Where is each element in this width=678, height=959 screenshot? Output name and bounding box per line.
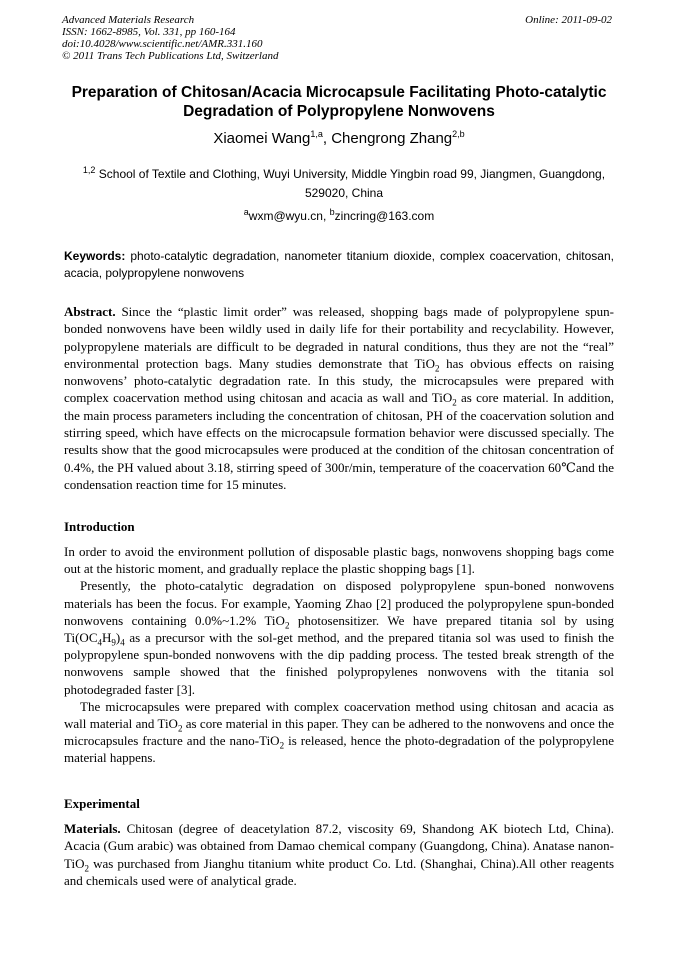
introduction-heading: Introduction	[64, 519, 135, 534]
paper-title	[40, 83, 638, 121]
issn-line: ISSN: 1662-8985, Vol. 331, pp 160-164	[62, 26, 236, 38]
author-2-name: Chengrong Zhang	[331, 130, 453, 147]
author-separator: ,	[322, 130, 332, 147]
email-a-sup: a	[243, 207, 249, 217]
doi-line: doi:10.4028/www.scientific.net/AMR.331.160	[62, 38, 263, 50]
title-line-2: Degradation of Polypropylene Nonwovens	[183, 103, 495, 120]
experimental-heading: Experimental	[64, 796, 140, 811]
materials-paragraph	[64, 820, 614, 889]
intro-paragraph-1: In order to avoid the environment pollution of disposable plastic bags, nonwovens shopping bags come out at the historic moment, and gradually replace the plastic shopping bags [1].	[64, 544, 614, 577]
abstract-sub-1: 2	[435, 363, 440, 374]
intro-p2-text-1: Presently, the photo-catalytic degradation on disposed polypropylene spun-boned nonwovens materials has been the focus. For example, Yaoming Zhao [2] produced the polypropylene spun-bonded nonwovens containing 0.0%~1.2% TiO	[64, 578, 614, 628]
affiliation-text: School of Textile and Clothing, Wuyi University, Middle Yingbin road 99, Jiangmen, Guangdong, 529020, China	[95, 167, 606, 200]
keywords-text: photo-catalytic degradation, nanometer titanium dioxide, complex coacervation, chitosan, acacia, polypropylene nonwovens	[64, 249, 614, 280]
journal-name: Advanced Materials Research	[62, 14, 195, 26]
affiliation	[70, 165, 618, 203]
abstract-sub-2: 2	[452, 398, 457, 409]
intro-paragraph-3	[64, 698, 614, 767]
intro-p2-text-4: )	[115, 630, 121, 646]
materials-text-1: Chitosan (degree of deacetylation 87.2, viscosity 69, Shandong AK biotech Ltd, China). Acacia (Gum arabic) was obtained from Damao chemical company (Guangdong, China). Anatase nanon-TiO	[64, 821, 614, 871]
abstract-text-1: Since the “plastic limit order” was released, shopping bags made of polypropylene spun-bonded nonwovens have been wildly used in daily life for their portability and recyclability. However, polypropylene materials are difficult to be degraded in natural conditions, thus they are not the “real” environmental protection bags. Many studies demonstrate that TiO	[64, 304, 614, 371]
intro-p2-sub-2: 4	[97, 637, 102, 648]
abstract-text-3: as core material. In addition, the main process parameters including the concentration of chitosan, PH of the coacervation solution and stirring speed, which have effects on the microcapsule formation behavior were discussed specially. The results show that the good microcapsules were produced at the condition of the chitosan concentration of 0.4%, the PH valued about 3.18, stirring speed of 300r/min, temperature of the coacervation 60℃and the condensation reaction time for 15 minutes.	[64, 390, 614, 492]
author-emails	[40, 208, 638, 224]
intro-p2-sub-4: 4	[120, 637, 125, 648]
abstract	[64, 303, 614, 493]
author-1-name: Xiaomei Wang	[213, 130, 311, 147]
email-a: wxm@wyu.cn,	[248, 209, 330, 223]
abstract-label: Abstract.	[64, 304, 116, 319]
intro-p3-text-1: The microcapsules were prepared with complex coacervation method using chitosan and acacia as wall material and TiO	[64, 698, 614, 732]
intro-p2-text-5: as a precursor with the sol-get method, and the prepared titania sol was used to finish the polypropylene spun-bonded nonwovens with the dip padding process. The tested break strength of the nonwovens sample showed that the finished polypropylenes nonwovens with the titania sol photodegraded faster [3].	[64, 630, 614, 697]
keywords	[64, 248, 614, 282]
email-b-sup: b	[329, 207, 335, 217]
introduction-body	[64, 543, 614, 767]
keywords-label: Keywords:	[64, 249, 126, 263]
author-2-sup: 2,b	[452, 129, 465, 139]
affiliation-sup: 1,2	[82, 165, 96, 175]
intro-p3-sub-2: 2	[279, 740, 285, 751]
intro-paragraph-2	[64, 577, 614, 697]
intro-p3-sub-1: 2	[177, 723, 183, 734]
journal-header	[62, 14, 278, 62]
intro-p3-text-2: as core material in this paper. They can be adhered to the nonwovens and once the microcapsules fracture and the nano-TiO	[64, 716, 614, 749]
copyright-line: © 2011 Trans Tech Publications Ltd, Switzerland	[62, 50, 279, 62]
materials-label: Materials.	[64, 821, 121, 836]
materials-text-2: was purchased from Jianghu titanium white product Co. Ltd. (Shanghai, China).All other reagents and chemicals used were of analytical grade.	[64, 855, 614, 888]
intro-p3-text-3: is released, hence the photo-degradation of the polypropylene material happens.	[64, 733, 614, 766]
intro-p2-text-3: H	[101, 630, 112, 646]
intro-p2-sub-3: 9	[111, 637, 116, 648]
intro-p2-sub-1: 2	[284, 620, 290, 631]
author-list	[40, 130, 638, 148]
intro-p2-text-2: photosensitizer. We have prepared titania sol by using Ti(OC	[64, 612, 614, 646]
email-b: zincring@163.com	[334, 209, 435, 223]
abstract-text-2: has obvious effects on raising nonwovens’ photo-catalytic degradation rate. In this study, the microcapsules were prepared with complex coacervation method using chitosan and acacia as wall and TiO	[64, 355, 614, 406]
online-date: Online: 2011-09-02	[525, 14, 612, 26]
author-1-sup: 1,a	[310, 129, 323, 139]
materials-sub-1: 2	[84, 863, 89, 874]
title-line-1: Preparation of Chitosan/Acacia Microcapsule Facilitating Photo-catalytic	[71, 84, 607, 101]
